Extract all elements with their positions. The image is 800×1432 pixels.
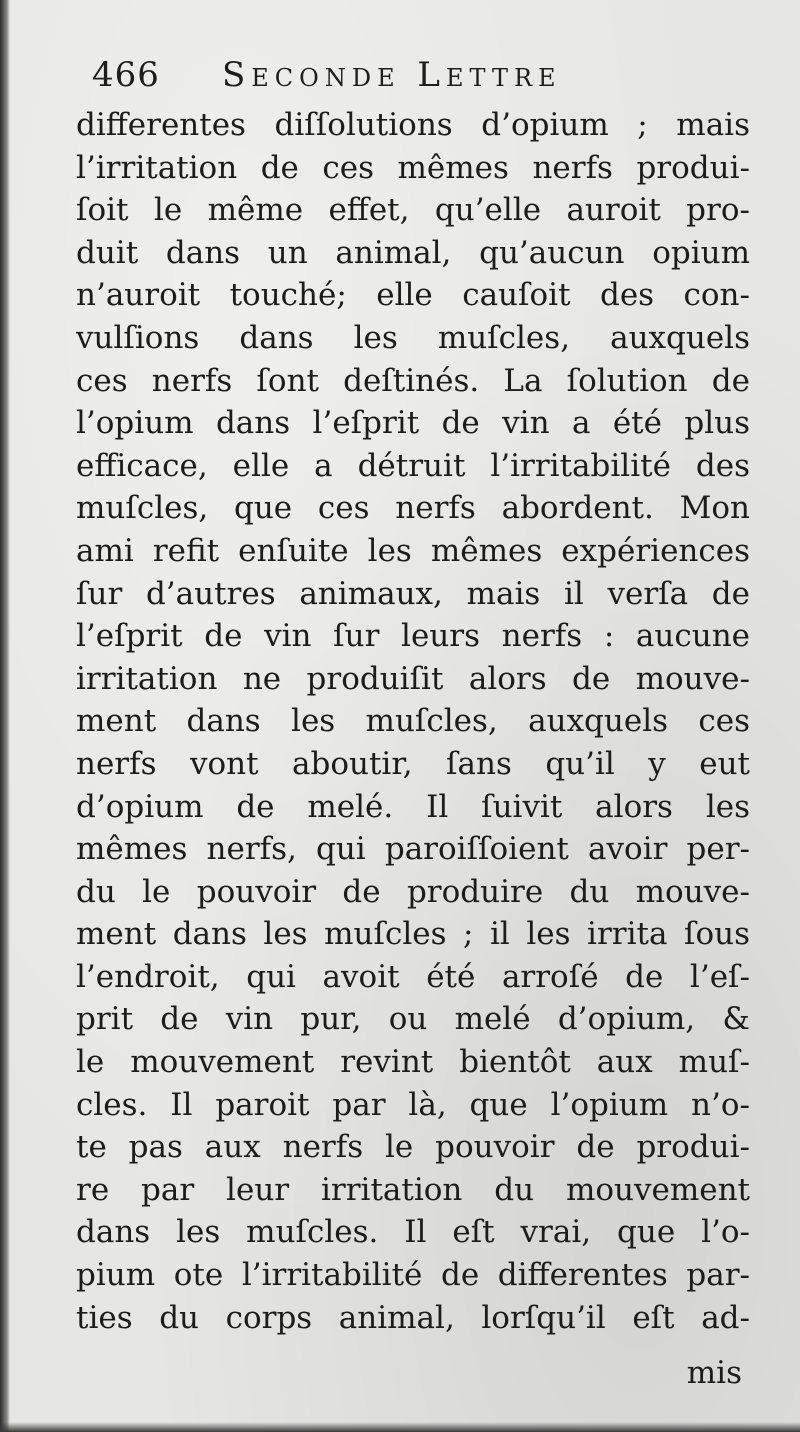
page-bottom-shadow (0, 1422, 800, 1432)
text-line: du le pouvoir de produire du mouve- (76, 873, 750, 910)
page-number: 466 (92, 55, 160, 95)
catchword: mis (686, 1355, 742, 1391)
text-line: l’eſprit de vin ſur leurs nerfs : aucune (76, 618, 750, 655)
text-line: l’endroit, qui avoit été arroſé de l’eſ- (76, 958, 750, 995)
page-left-shadow (0, 0, 10, 1432)
text-line: differentes diſſolutions d’opium ; mais (76, 107, 750, 143)
text-line: irritation ne produiſit alors de mouve- (76, 660, 750, 697)
text-line: le mouvement revint bientôt aux muſ- (76, 1044, 750, 1081)
text-line: ſoit le même effet, qu’elle auroit pro- (76, 192, 750, 229)
body-text (76, 104, 750, 1339)
text-line: nerfs vont aboutir, ſans qu’il y eut (76, 745, 750, 782)
text-line: ties du corps animal, lorſqu’il eſt ad- (76, 1299, 750, 1336)
text-line: ſur d’autres animaux, mais il verſa de (76, 575, 750, 612)
text-line: l’opium dans l’eſprit de vin a été plus (76, 405, 750, 442)
text-line: mêmes nerfs, qui paroiſſoient avoir per- (76, 831, 750, 868)
text-line: ment dans les muſcles, auxquels ces (76, 703, 750, 740)
text-line: n’auroit touché; elle cauſoit des con- (76, 277, 750, 314)
text-line: te pas aux nerfs le pouvoir de produi- (76, 1129, 750, 1166)
text-line: ment dans les muſcles ; il les irrita ſous (76, 916, 750, 953)
text-line: dans les muſcles. Il eſt vrai, que l’o- (76, 1214, 750, 1251)
text-line: ami refit enſuite les mêmes expériences (76, 532, 750, 569)
text-line: muſcles, que ces nerfs abordent. Mon (76, 490, 750, 527)
text-line: efficace, elle a détruit l’irritabilité des (76, 447, 750, 484)
text-line: pium ote l’irritabilité de differentes par- (76, 1257, 750, 1294)
text-line: ces nerfs ſont deſtinés. La ſolution de (76, 362, 750, 399)
text-line: re par leur irritation du mouvement (76, 1171, 750, 1208)
text-line: d’opium de melé. Il ſuivit alors les (76, 788, 750, 825)
text-line: vulſions dans les muſcles, auxquels (76, 319, 750, 356)
text-line: prit de vin pur, ou melé d’opium, & (76, 1001, 750, 1038)
text-line: duit dans un animal, qu’aucun opium (76, 234, 750, 271)
text-line: cles. Il paroit par là, que l’opium n’o- (76, 1086, 750, 1123)
text-line: l’irritation de ces mêmes nerfs produi- (76, 149, 750, 186)
running-title: Seconde Lettre (222, 55, 562, 95)
running-header (92, 52, 732, 98)
